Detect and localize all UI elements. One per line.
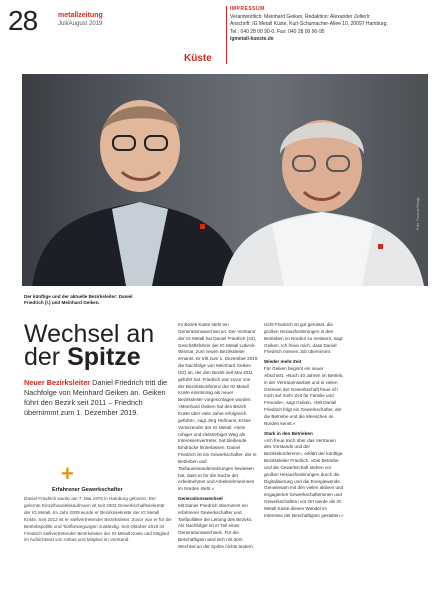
infobox-text: Daniel Friedrich wurde am 7. Mai 1976 in Hamburg geboren. Der gelernte Einzelhandelskaufmann ist seit 2002 Gewerkschaftssekretär der IG Metall. Im Jahr 2009 wurde er Bezirkssekretär der IG Metall Küste. Seit 2012 ist er stellvertretender Bezirksleiter. Zuvor war er für die Betriebspolitik und Tarifbewegungen zuständig. Seit Oktober 2019 ist Friedrich stellvertretender Bezirksleiter der IG Metall Küste und Mitglied im Aufsichtsrat von Airbus und Mitglied im Vorstand. (24, 496, 172, 543)
column-2-paragraph-3: »Ich freue mich über das Vertrauen des Vorstands und der Bezirkskonferenz«, erklärt der künftige Bezirksleiter Friedrich. »Die Betriebe und die Gewerkschaft stehen vor großen Herausforderungen durch die Digitalisierung und die Energiewende. Gemeinsam mit den vielen aktiven und engagierten Gewerkschafterinnen und Gewerkschaftern vor Ort werde die IG Metall Küste diesen Wandel im Interesse der Beschäftigten gestalten.« (264, 437, 344, 518)
headline-bold: Spitze (67, 343, 141, 371)
brand-rest: zeitung (78, 12, 103, 19)
infobox-title: Erfahrener Gewerkschafter (52, 487, 123, 493)
portrait-illustration (22, 74, 428, 286)
column-1-paragraph-1: Im Bezirk Küste steht ein Generationswechsel an. Der Vorstand der IG Metall hat Daniel Friedrich (43), Geschäftsführer der IG Metall Lübeck-Wismar, zum neuen Bezirksleiter ernannt. Er tritt zum 1. Dezember 2019 die Nachfolge von Meinhard Geiken (62) an, der den Bezirk seit Mai 2011 geführt hat. Friedrich war zuvor von der Bezirkskonferenz der IG Metall Küste einstimmig als neuer Bezirksleiter vorgeschlagen worden. »Meinhard Geiken hat den Bezirk Küste über viele Jahre erfolgreich geführt«, sagt Jörg Hofmann, Erster Vorsitzender der IG Metall. »Sein ruhiger und zielstrebiger Weg als Interessenvertreter, hat bleibende Eindrücke hinterlassen. Daniel Friedrich ist ein Gewerkschafter, der in Betrieben und Tarifauseinandersetzungen bewiesen hat, dass er für die Sache der Arbeitnehmer und Arbeitnehmerinnen im Norden steht.« (178, 322, 258, 492)
column-2-paragraph-1: nicht Friedrich ist gut gerüstet, die großen Herausforderungen in den Betrieben im Norden zu meistern, sagt Geiken. Ich freue mich, dass Daniel Friedrich meinen Job übernimmt. (264, 322, 343, 355)
plus-icon: + (61, 461, 74, 486)
headline-line-1: Wechsel an (24, 320, 155, 348)
impressum-line-2: Anschrift: IG Metall Küste, Kurt-Schumacher-Allee 10, 20097 Hamburg, (230, 21, 388, 27)
impressum-line-3: Tel.: 040 28 00 90-0, Fax: 040 28 00 90-95 (230, 28, 325, 35)
header-divider (226, 6, 227, 64)
issue-date: Juli/August 2019 (58, 21, 103, 27)
right-man-collar (272, 212, 374, 286)
article-column-1 (178, 322, 258, 551)
column-1-paragraph-2: Mit Daniel Friedrich übernimmt ein erfahrener Gewerkschafter und Tarifpolitiker die Leitung des Bezirks. Als Nachfolger ist er Teil eines Generationswechsels. Für die Beschäftigten wird sich mit dem Wechsel an der Spitze nichts ändern. (178, 502, 255, 549)
photo-credit: Foto: Thomas Range (416, 197, 420, 230)
impressum-line-1: Verantwortlich: Meinhard Geiken, Redaktion: Alexander Zelterlr (230, 13, 370, 20)
lead-kicker: Neuer Bezirksleiter (24, 378, 91, 387)
impressum-title: IMPRESSUM (230, 6, 265, 12)
column-1-subheading: Generationswechsel (178, 496, 223, 502)
photo-caption: Der künftige und der aktuelle Bezirksleiter: Daniel Friedrich (l.) und Meinhard Geiken. (24, 294, 133, 305)
impressum (230, 6, 430, 44)
left-man-pin (200, 224, 205, 229)
impressum-url[interactable]: igmetall-kueste.de (230, 36, 274, 42)
column-2-subheading-2: Stark in den Betrieben (264, 430, 313, 436)
portrait-photo (22, 74, 428, 286)
lead-paragraph (24, 378, 172, 418)
headline-light: der (24, 343, 68, 371)
column-2-paragraph-2: Für Geiken beginnt ein neuer Abschnitt. »Nach 40 Jahren im Betrieb, in der Vertrauensarbeit und in vielen Gremien der Gewerkschaft freue ich mich auf mehr Zeit für Familie und Freunde«, sagt Geiken. »Mit Daniel Friedrich folgt ein Gewerkschafter, der die Betriebe und die Menschen im Norden kennt.« (264, 366, 344, 426)
column-2-subheading-1: Wieder mehr Zeit (264, 359, 302, 365)
lead-text: Daniel Friedrich tritt die Nachfolge von Meinhard Geiken an. Geiken führt den Bezirk seit 2011 – Friedrich übernimmt zum 1. Dezember 2019. (24, 378, 168, 417)
region-label: Küste (184, 53, 212, 64)
article-column-2 (264, 322, 344, 520)
brand-bold: metall (58, 12, 79, 19)
page-number: 28 (8, 5, 38, 36)
right-man-pin (378, 244, 383, 249)
magazine-brand (58, 12, 103, 28)
headline-line-2 (24, 343, 141, 371)
